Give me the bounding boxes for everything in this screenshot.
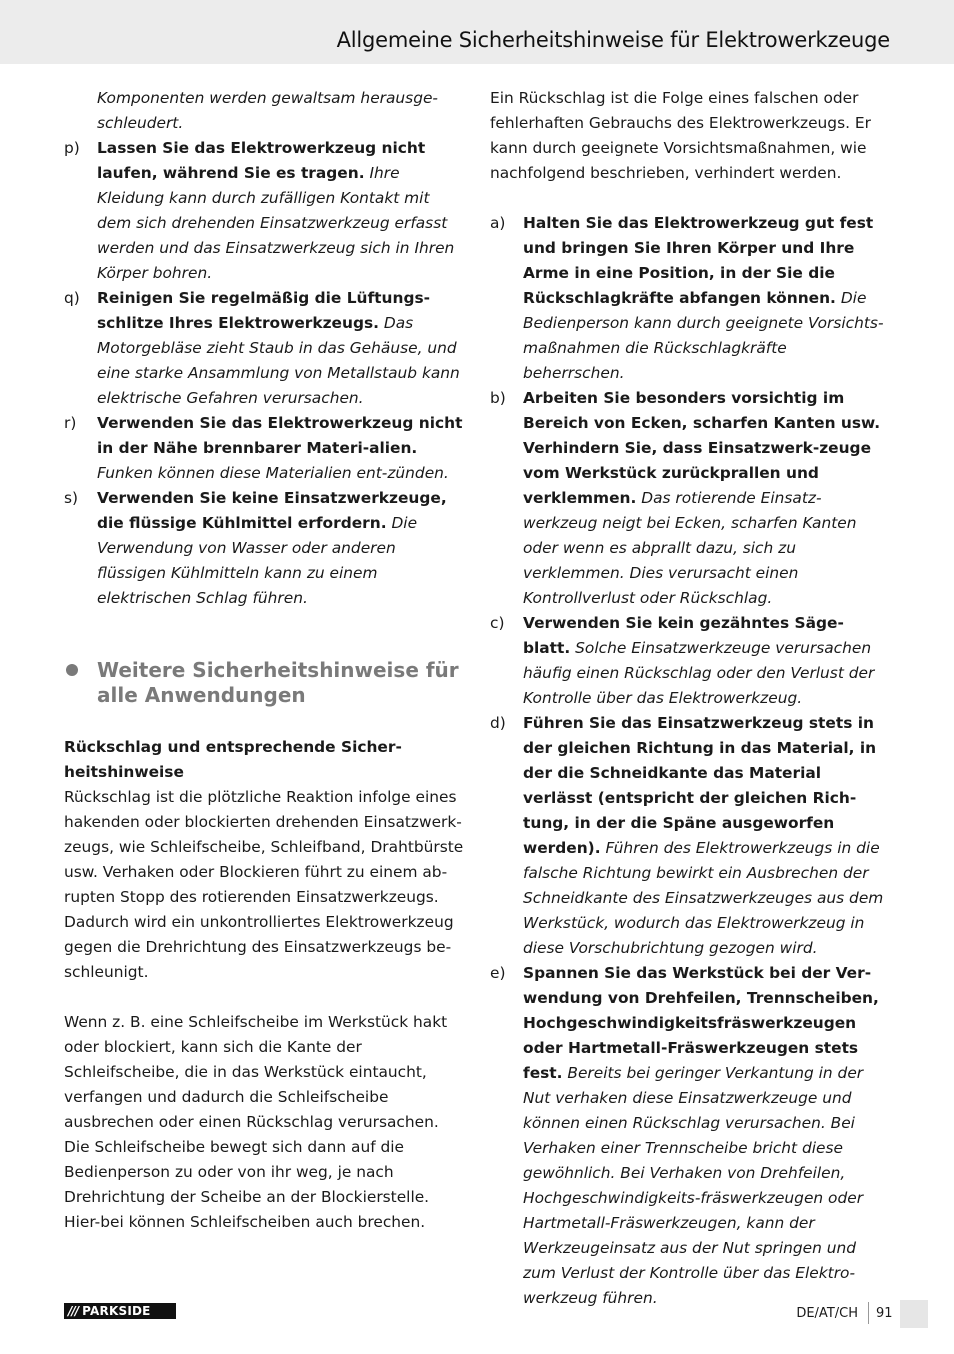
item-label: d)	[490, 714, 506, 732]
section-heading	[64, 658, 464, 708]
item-label: s)	[64, 489, 79, 507]
list-item-r	[64, 411, 464, 486]
item-label: c)	[490, 614, 505, 632]
item-italic: Ihre Kleidung kann durch zufälligen Kontakt mit dem sich drehenden Einsatzwerkzeug erfasst werden und das Einsatzwerkzeug sich in Ihren Körper bohren.	[97, 164, 455, 282]
item-bold: Lassen Sie das Elektrowerkzeug nicht laufen, während Sie es tragen.	[97, 139, 426, 182]
section-heading-text: Weitere Sicherheitshinweise für alle Anwendungen	[97, 658, 459, 707]
item-label: q)	[64, 289, 80, 307]
list-item-s	[64, 486, 464, 611]
item-italic: Funken können diese Materialien ent-zünden.	[97, 464, 449, 482]
list-item-e	[490, 961, 890, 1311]
paragraph-kickback-definition: Rückschlag ist die plötzliche Reaktion infolge eines hakenden oder blockierten drehenden Einsatzwerk-zeugs, wie Schleifscheibe, Schleifband, Drahtbürste usw. Verhaken oder Blockieren führt zu einem ab-rupten Stopp des rotierenden Einsatzwerkzeugs. Dadurch wird ein unkontrolliertes Elektrowerkzeug gegen die Drehrichtung des Einsatzwerkzeugs be-schleunigt.	[64, 788, 464, 981]
item-italic: Das Motorgebläse zieht Staub in das Gehäuse, und eine starke Ansammlung von Metallstaub kann elektrische Gefahren verursachen.	[97, 314, 460, 407]
item-bold: Spannen Sie das Werkstück bei der Ver-wendung von Drehfeilen, Trennscheiben, Hochgeschwindigkeitsfräswerkzeugen oder Hartmetall-Fräswerkzeugen stets fest.	[523, 964, 879, 1082]
item-label: p)	[64, 139, 80, 157]
footer-divider	[868, 1302, 869, 1324]
list-item-c	[490, 611, 890, 711]
item-label: e)	[490, 964, 506, 982]
footer-tab-marker	[900, 1300, 928, 1328]
region-code: DE/AT/CH	[796, 1306, 858, 1321]
item-italic: Das rotierende Einsatz-werkzeug neigt bei Ecken, scharfen Kanten oder wenn es abprallt dazu, sich zu verklemmen. Dies verursacht einen Kontrollverlust oder Rückschlag.	[523, 489, 857, 607]
list-item-continued	[64, 86, 464, 136]
logo-brand: PARKSIDE	[82, 1304, 151, 1318]
item-bold: Verwenden Sie kein gezähntes Säge-blatt.	[523, 614, 844, 657]
list-item-a	[490, 211, 890, 386]
item-label: r)	[64, 414, 77, 432]
list-item-q	[64, 286, 464, 411]
item-italic: Solche Einsatzwerkzeuge verursachen häufig einen Rückschlag oder den Verlust der Kontrolle über das Elektrowerkzeug.	[523, 639, 875, 707]
list-item-b	[490, 386, 890, 611]
continued-text: Komponenten werden gewaltsam herausge- schleudert.	[97, 89, 438, 132]
item-label: a)	[490, 214, 506, 232]
bullet-dot-icon	[66, 664, 78, 676]
item-italic: Die Verwendung von Wasser oder anderen flüssigen Kühlmitteln kann zu einem elektrischen Schlag führen.	[97, 514, 418, 607]
item-italic: Führen des Elektrowerkzeugs in die falsche Richtung bewirkt ein Ausbrechen der Schneidkante des Einsatzwerkzeuges aus dem Werkstück, wodurch das Elektrowerkzeug in diese Vorschubrichtung gezogen wird.	[523, 839, 884, 957]
item-bold: Führen Sie das Einsatzwerkzeug stets in der gleichen Richtung in das Material, in der die Schneidkante das Material verlässt (entspricht der gleichen Rich-tung, in der die Späne ausgeworfen werden).	[523, 714, 877, 857]
right-column	[490, 86, 890, 1311]
item-label: b)	[490, 389, 506, 407]
page-title: Allgemeine Sicherheitshinweise für Elektrowerkzeuge	[336, 28, 890, 52]
item-bold: Reinigen Sie regelmäßig die Lüftungs-schlitze Ihres Elektrowerkzeugs.	[97, 289, 431, 332]
item-bold: Verwenden Sie keine Einsatzwerkzeuge, die flüssige Kühlmittel erfordern.	[97, 489, 447, 532]
item-bold: Halten Sie das Elektrowerkzeug gut fest und bringen Sie Ihren Körper und Ihre Arme in eine Position, in der Sie die Rückschlagkräfte abfangen können.	[523, 214, 874, 307]
logo-slashes: ///	[68, 1304, 79, 1318]
item-bold: Arbeiten Sie besonders vorsichtig im Bereich von Ecken, scharfen Kanten usw. Verhindern Sie, dass Einsatzwerk-zeuge vom Werkstück zurückprallen und verklemmen.	[523, 389, 881, 507]
paragraph-kickback-cause: Ein Rückschlag ist die Folge eines falschen oder fehlerhaften Gebrauchs des Elektrowerkzeugs. Er kann durch geeignete Vorsichtsmaßnahmen, wie nachfolgend beschrieben, verhindert werden.	[490, 89, 871, 182]
sub-heading: Rückschlag und entsprechende Sicher-heitshinweise	[64, 738, 402, 781]
parkside-logo	[64, 1303, 176, 1319]
item-bold: Verwenden Sie das Elektrowerkzeug nicht in der Nähe brennbarer Materi-alien.	[97, 414, 463, 457]
item-italic: Die Bedienperson kann durch geeignete Vorsichts-maßnahmen die Rückschlagkräfte beherrschen.	[523, 289, 884, 382]
page-number: 91	[876, 1306, 893, 1321]
item-italic: Bereits bei geringer Verkantung in der Nut verhaken diese Einsatzwerkzeuge und können einen Rückschlag verursachen. Bei Verhaken einer Trennscheibe bricht diese gewöhnlich. Bei Verhaken von Drehfeilen, Hochgeschwindigkeits-fräswerkzeugen oder Hartmetall-Fräswerkzeugen, kann der Werkzeugeinsatz aus der Nut springen und zum Verlust der Kontrolle über das Elektro-werkzeug führen.	[523, 1064, 864, 1307]
left-column	[64, 86, 464, 1235]
paragraph-kickback-example: Wenn z. B. eine Schleifscheibe im Werkstück hakt oder blockiert, kann sich die Kante der Schleifscheibe, die in das Werkstück eintaucht, verfangen und dadurch die Schleifscheibe ausbrechen oder einen Rückschlag verursachen. Die Schleifscheibe bewegt sich dann auf die Bedienperson zu oder von ihr weg, je nach Drehrichtung der Scheibe an der Blockierstelle. Hier-bei können Schleifscheiben auch brechen.	[64, 1013, 448, 1231]
list-item-p	[64, 136, 464, 286]
list-item-d	[490, 711, 890, 961]
